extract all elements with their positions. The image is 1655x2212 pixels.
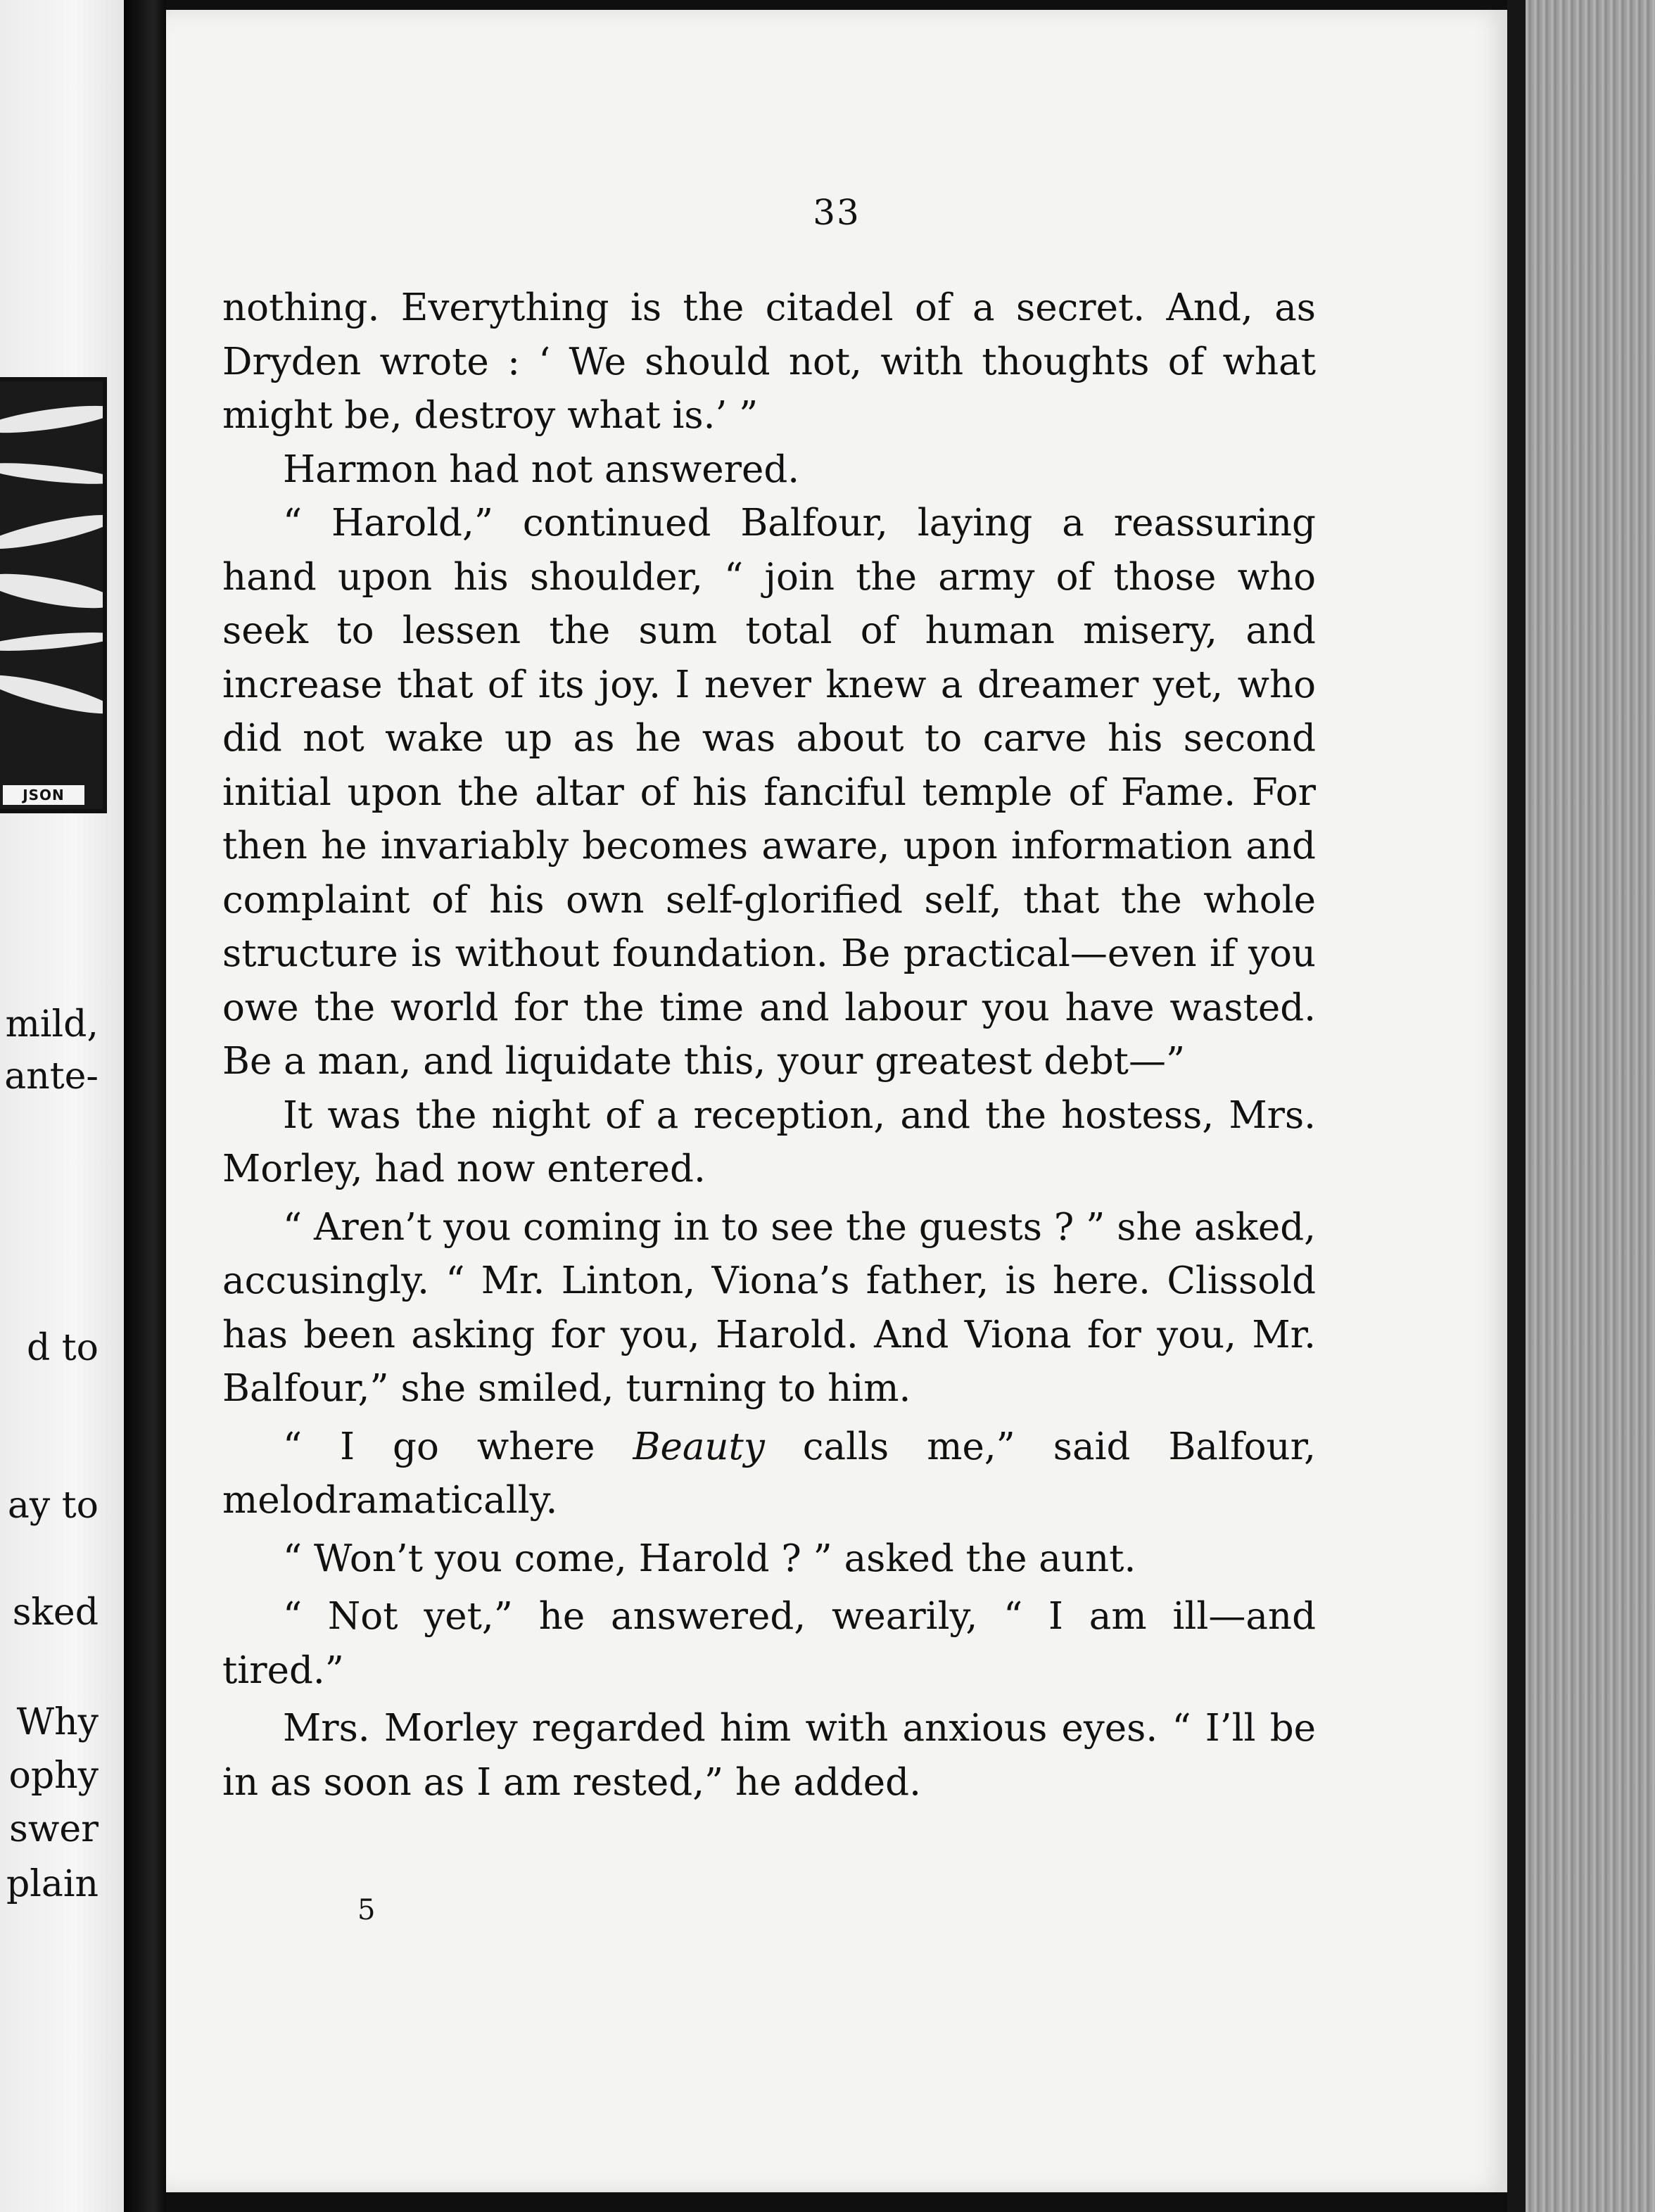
paragraph: “ Won’t you come, Harold ? ” asked the aunt.	[283, 1537, 1136, 1580]
illustration-wave	[0, 629, 107, 654]
paragraph: It was the night of a reception, and the hostess, Mrs. Morley, had now entered.	[222, 1093, 1316, 1190]
illustration-wave	[0, 400, 107, 438]
page-body-text	[222, 281, 1316, 1810]
page-number: 33	[813, 192, 861, 233]
paragraph: “ Aren’t you coming in to see the guests ? ” she asked, accusingly. “ Mr. Linton, Viona’s father, is here. Clissold has been asking for you, Harold. And Viona for you, Mr. Balfour,” she smiled, turning to him.	[222, 1205, 1316, 1410]
paragraph: Mrs. Morley regarded him with anxious eyes. “ I’ll be in as soon as I am rested,” he added.	[222, 1707, 1316, 1804]
illustration-wave	[0, 509, 107, 556]
book-page	[166, 10, 1507, 2192]
facing-page-fragment	[0, 0, 124, 2212]
illustration-wave	[0, 459, 107, 488]
book-gutter	[124, 0, 166, 2212]
facing-page-text: ay to	[7, 1485, 99, 1527]
facing-page-illustration	[0, 377, 107, 813]
paragraph: nothing. Everything is the citadel of a secret. And, as Dryden wrote : ‘ We should not, with thoughts of what might be, destroy what is.’ ”	[222, 286, 1316, 437]
paragraph	[222, 1420, 1316, 1528]
paragraph: “ Not yet,” he answered, wearily, “ I am ill—and tired.”	[222, 1595, 1316, 1692]
emphasized-word: Beauty	[633, 1425, 765, 1468]
signature-mark: 5	[357, 1894, 376, 1926]
facing-page-text: Why	[16, 1701, 99, 1743]
illustration-caption: JSON	[3, 785, 84, 805]
facing-page-text: plain	[6, 1863, 99, 1905]
paragraph: Harmon had not answered.	[283, 447, 800, 491]
facing-page-text: d to	[26, 1327, 99, 1369]
paragraph-text: calls me,” said Balfour, melodramatically.	[222, 1425, 1316, 1522]
facing-page-text: ophy	[8, 1755, 99, 1797]
illustration-wave	[0, 668, 107, 720]
paragraph: “ Harold,” continued Balfour, laying a reassuring hand upon his shoulder, “ join the army of those who seek to lessen the sum total of human misery, and increase that of its joy. I never knew a dreamer yet, who did not wake up as he was about to carve his second initial upon the altar of his fanciful temple of Fame. For then he invariably becomes aware, upon information and complaint of his own self-glorified self, that the whole structure is without foundation. Be practical—even if you owe the world for the time and labour you have wasted. Be a man, and liquidate this, your greatest debt—”	[222, 502, 1316, 1083]
paragraph-text: “ I go where	[283, 1425, 633, 1468]
facing-page-text: mild,	[5, 1003, 99, 1045]
page-edges	[1507, 0, 1655, 2212]
facing-page-text: ante-	[4, 1055, 99, 1098]
facing-page-text: sked	[12, 1591, 99, 1634]
illustration-wave	[0, 567, 107, 615]
facing-page-text: swer	[9, 1808, 99, 1850]
